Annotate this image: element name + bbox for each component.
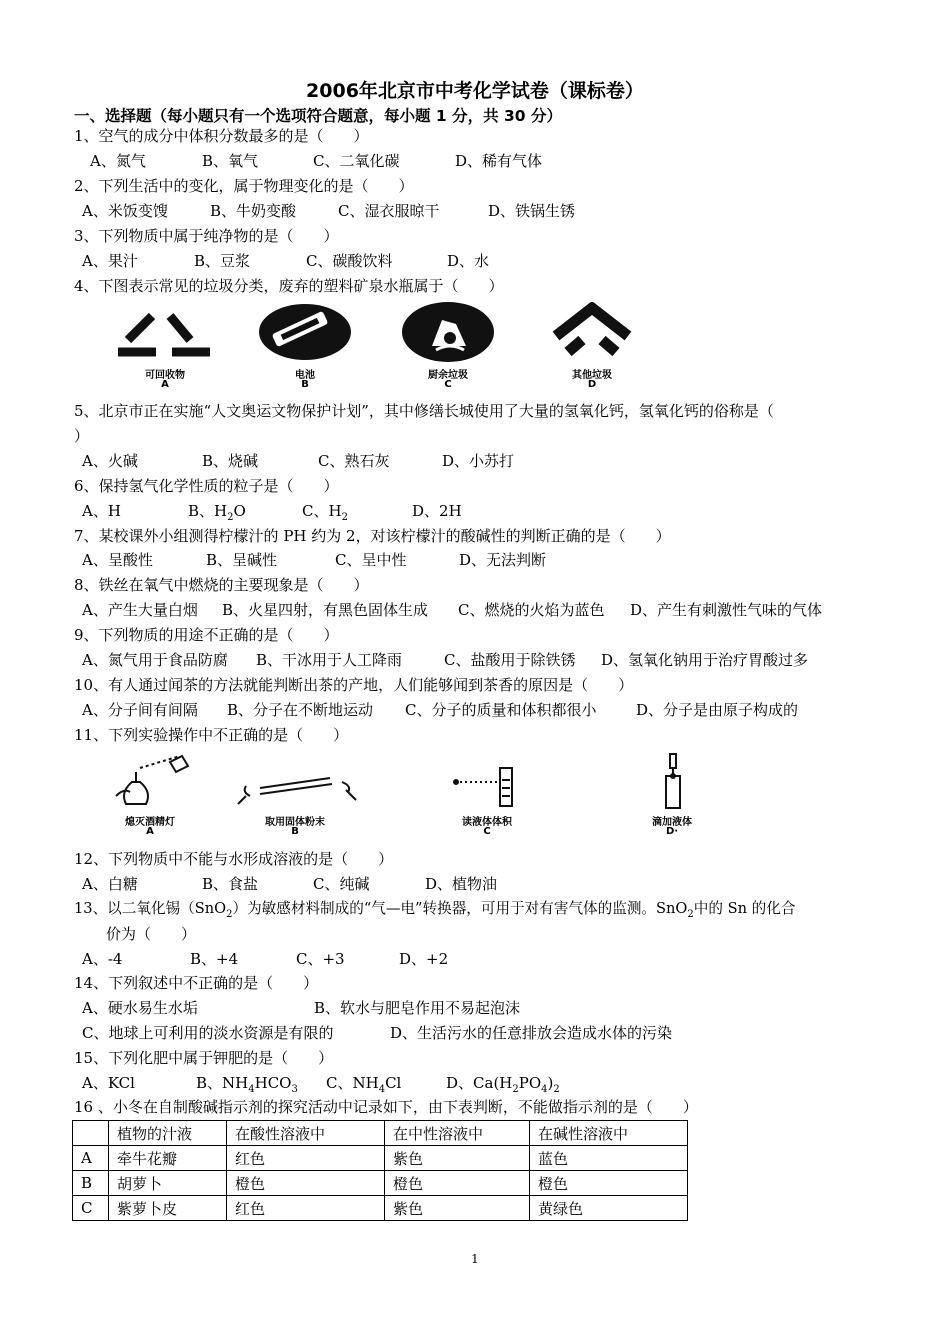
table-cell: C (73, 1196, 109, 1221)
question-2-option-c: C、湿衣服晾干 (338, 202, 440, 220)
table-cell: 橙色 (530, 1171, 688, 1196)
figure-label-take-powder: 取用固体粉末 (265, 817, 325, 828)
figure-label-recyclable: 可回收物 (145, 370, 185, 381)
page-title: 2006年北京市中考化学试卷（课标卷） (306, 80, 644, 102)
question-5-stem: 5、北京市正在实施“人文奥运文物保护计划”，其中修缮长城使用了大量的氢氧化钙，氢氧化钙的俗称是（ (74, 402, 774, 420)
question-8-stem: 8、铁丝在氧气中燃烧的主要现象是（ ） (74, 576, 369, 594)
table-header-cell: 在酸性溶液中 (227, 1121, 385, 1146)
garbage-sorting-figure (110, 302, 650, 366)
question-9-option-b: B、干冰用于人工降雨 (256, 651, 403, 669)
question-2-option-b: B、牛奶变酸 (210, 202, 297, 220)
table-cell: 牵牛花瓣 (109, 1146, 227, 1171)
alcohol-lamp-icon (116, 756, 188, 804)
dropper-icon (666, 754, 680, 808)
battery-icon (259, 304, 351, 360)
question-9-stem: 9、下列物质的用途不正确的是（ ） (74, 626, 339, 644)
question-3-option-c: C、碳酸饮料 (306, 252, 393, 270)
table-header-cell: 在中性溶液中 (385, 1121, 530, 1146)
table-cell: A (73, 1146, 109, 1171)
question-15-option-d: D、$Ca(H_2PO_4)_2$ (446, 1074, 560, 1095)
question-12-option-c: C、纯碱 (313, 875, 370, 893)
table-cell: 紫色 (385, 1196, 530, 1221)
question-13-option-d: D、+2 (399, 950, 449, 968)
figure-letter-b: B (291, 826, 299, 837)
table-header-cell: 在碱性溶液中 (530, 1121, 688, 1146)
question-7-stem: 7、某校课外小组测得柠檬汁的 PH 约为 2，对该柠檬汁的酸碱性的判断正确的是（ ） (74, 527, 671, 545)
table-row (73, 1146, 688, 1171)
question-1-option-c: C、二氧化碳 (313, 152, 400, 170)
page-number: 1 (471, 1252, 479, 1266)
question-5-option-a: A、火碱 (82, 452, 138, 470)
question-6-stem: 6、保持氢气化学性质的粒子是（ ） (74, 477, 339, 495)
figure-label-extinguish-lamp: 熄灭酒精灯 (125, 817, 175, 828)
figure-letter-a: A (161, 379, 169, 390)
indicator-table (72, 1120, 688, 1221)
table-row (73, 1171, 688, 1196)
table-cell: 胡萝卜 (109, 1171, 227, 1196)
question-9-option-a: A、氮气用于食品防腐 (82, 651, 228, 669)
figure-letter-c: C (483, 826, 491, 837)
figure-letter-a: A (146, 826, 154, 837)
table-cell: 红色 (227, 1196, 385, 1221)
question-3-option-d: D、水 (447, 252, 490, 270)
question-7-option-d: D、无法判断 (459, 551, 547, 569)
table-header-cell: 植物的汁液 (109, 1121, 227, 1146)
figure-label-battery: 电池 (295, 370, 315, 381)
question-15-stem: 15、下列化肥中属于钾肥的是（ ） (74, 1049, 334, 1067)
question-15-option-b: B、$NH_4HCO_3$ (196, 1074, 298, 1095)
powder-tube-icon (238, 778, 356, 804)
other-waste-icon (556, 308, 628, 352)
question-12-stem: 12、下列物质中不能与水形成溶液的是（ ） (74, 850, 394, 868)
table-cell: 红色 (227, 1146, 385, 1171)
question-3-option-a: A、果汁 (82, 252, 138, 270)
table-cell: 橙色 (385, 1171, 530, 1196)
question-12-option-b: B、食盐 (202, 875, 259, 893)
question-6-option-d: D、2H (412, 502, 462, 520)
question-12-option-a: A、白糖 (82, 875, 138, 893)
table-cell: 紫萝卜皮 (109, 1196, 227, 1221)
question-14-option-a: A、硬水易生水垢 (82, 999, 198, 1017)
question-1-option-d: D、稀有气体 (455, 152, 543, 170)
question-10-option-b: B、分子在不断地运动 (227, 701, 374, 719)
table-header-row (73, 1121, 688, 1146)
question-2-option-a: A、米饭变馊 (82, 202, 168, 220)
question-14-option-b: B、软水与肥皂作用不易起泡沫 (314, 999, 521, 1017)
question-15-option-a: A、KCl (82, 1074, 135, 1092)
question-7-option-c: C、呈中性 (335, 551, 407, 569)
table-cell: 黄绿色 (530, 1196, 688, 1221)
question-3-option-b: B、豆浆 (194, 252, 251, 270)
question-5-option-b: B、烧碱 (202, 452, 259, 470)
graduated-cylinder-icon (454, 768, 512, 806)
table-header-cell (73, 1121, 109, 1146)
question-13-stem-continued: 价为（ ） (106, 925, 197, 943)
table-cell: B (73, 1171, 109, 1196)
question-13-option-a: A、-4 (82, 950, 123, 968)
question-7-option-b: B、呈碱性 (206, 551, 278, 569)
question-2-stem: 2、下列生活中的变化，属于物理变化的是（ ） (74, 177, 414, 195)
question-13-stem: 13、以二氧化锡（SnO$_2$）为敏感材料制成的“气—电”转换器，可用于对有害气体的监测。SnO$_2$中的 Sn 的化合 (74, 900, 796, 920)
table-cell: 紫色 (385, 1146, 530, 1171)
question-2-option-d: D、铁锅生锈 (488, 202, 576, 220)
question-10-stem: 10、有人通过闻茶的方法就能判断出茶的产地，人们能够闻到茶香的原因是（ ） (74, 676, 634, 694)
table-cell: 橙色 (227, 1171, 385, 1196)
question-6-option-b: B、$H_2O$ (188, 502, 246, 523)
question-4-stem: 4、下图表示常见的垃圾分类，废弃的塑料矿泉水瓶属于（ ） (74, 277, 504, 295)
section-heading: 一、选择题（每小题只有一个选项符合题意，每小题 1 分，共 30 分） (74, 107, 562, 125)
table-row (73, 1196, 688, 1221)
question-10-option-d: D、分子是由原子构成的 (636, 701, 799, 719)
question-16-stem: 16 、小冬在自制酸碱指示剂的探究活动中记录如下，由下表判断，不能做指示剂的是（ ） (74, 1098, 698, 1116)
question-1-option-b: B、氧气 (202, 152, 259, 170)
question-15-option-c: C、$NH_4Cl$ (326, 1074, 402, 1095)
figure-label-kitchen-waste: 厨余垃圾 (428, 370, 468, 381)
figure-label-other-waste: 其他垃圾 (572, 370, 612, 381)
figure-letter-d: D· (665, 826, 679, 837)
question-1-option-a: A、氮气 (90, 152, 146, 170)
question-13-option-b: B、+4 (190, 950, 239, 968)
table-cell: 蓝色 (530, 1146, 688, 1171)
question-10-option-c: C、分子的质量和体积都很小 (405, 701, 597, 719)
figure-letter-d: D (587, 379, 597, 390)
question-13-option-c: C、+3 (296, 950, 345, 968)
question-8-option-d: D、产生有刺激性气味的气体 (630, 601, 823, 619)
lab-operations-figure (110, 752, 730, 812)
question-8-option-a: A、产生大量白烟 (82, 601, 198, 619)
figure-label-add-liquid: 滴加液体 (652, 817, 692, 828)
figure-letter-c: C (444, 379, 452, 390)
question-9-option-d: D、氢氧化钠用于治疗胃酸过多 (601, 651, 809, 669)
question-8-option-c: C、燃烧的火焰为蓝色 (458, 601, 605, 619)
question-14-option-c: C、地球上可利用的淡水资源是有限的 (82, 1024, 334, 1042)
question-8-option-b: B、火星四射，有黑色固体生成 (222, 601, 429, 619)
recycle-icon (118, 316, 210, 352)
question-14-option-d: D、生活污水的任意排放会造成水体的污染 (390, 1024, 673, 1042)
question-5-option-c: C、熟石灰 (318, 452, 390, 470)
question-10-option-a: A、分子间有间隔 (82, 701, 198, 719)
question-7-option-a: A、呈酸性 (82, 551, 153, 569)
figure-letter-b: B (301, 379, 309, 390)
question-9-option-c: C、盐酸用于除铁锈 (444, 651, 576, 669)
question-3-stem: 3、下列物质中属于纯净物的是（ ） (74, 227, 339, 245)
question-11-stem: 11、下列实验操作中不正确的是（ ） (74, 726, 349, 744)
question-6-option-c: C、$H_2$ (302, 502, 348, 523)
question-5-stem-continued: ） (74, 427, 90, 445)
question-5-option-d: D、小苏打 (442, 452, 515, 470)
question-1-stem: 1、空气的成分中体积分数最多的是（ ） (74, 127, 369, 145)
figure-label-read-volume: 读液体体积 (462, 817, 512, 828)
question-12-option-d: D、植物油 (425, 875, 498, 893)
kitchen-waste-icon (402, 302, 494, 362)
question-14-stem: 14、下列叙述中不正确的是（ ） (74, 974, 319, 992)
question-6-option-a: A、H (82, 502, 121, 520)
